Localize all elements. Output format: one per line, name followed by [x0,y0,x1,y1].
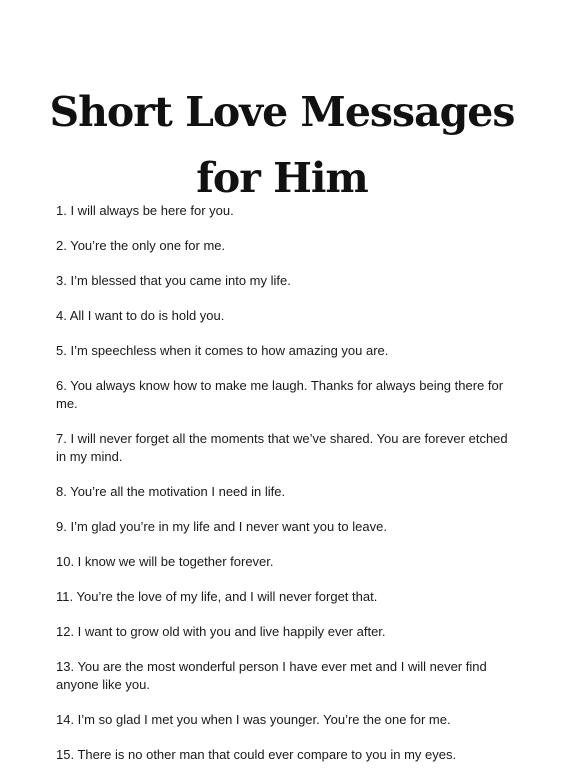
list-item: 8. You’re all the motivation I need in life. [56,484,286,499]
list-item: 15. There is no other man that could ever compare to you in my eyes. [56,747,457,762]
list-item: 6. You always know how to make me laugh. Thanks for always being there for me. [56,378,504,411]
list-item: 11. You’re the love of my life, and I will never forget that. [56,589,378,604]
list-item: 14. I’m so glad I met you when I was younger. You’re the one for me. [56,712,451,727]
list-item: 9. I’m glad you’re in my life and I never want you to leave. [56,519,387,534]
list-item: 10. I know we will be together forever. [56,554,274,569]
list-item: 5. I’m speechless when it comes to how amazing you are. [56,343,389,358]
list-item: 13. You are the most wonderful person I have ever met and I will never find anyone like you. [56,659,487,692]
list-item: 2. You’re the only one for me. [56,238,226,253]
list-item: 4. All I want to do is hold you. [56,308,225,323]
list-item: 7. I will never forget all the moments that we’ve shared. You are forever etched in my mind. [56,431,508,464]
title-line-1: Short Love Messages [49,88,515,137]
title-line-2: for Him [196,154,368,203]
page-title [0,79,564,211]
list-item: 1. I will always be here for you. [56,203,234,218]
list-item: 3. I’m blessed that you came into my life. [56,273,291,288]
message-list [56,202,512,772]
list-item: 12. I want to grow old with you and live happily ever after. [56,624,386,639]
